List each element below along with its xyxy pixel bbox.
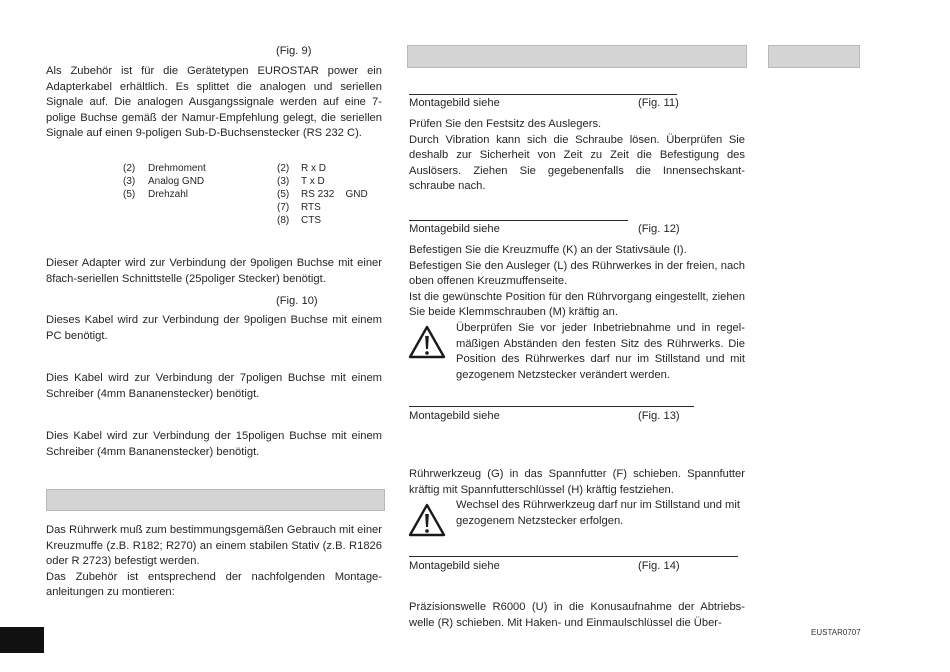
- cable-7pin-text: Dies Kabel wird zur Verbindung der 7poligen Buchse mit einem Schreiber (4mm Bananenstecker) benötigt.: [46, 372, 382, 400]
- fig13-label: Montagebild siehe: [409, 410, 500, 422]
- fig13-warning-text: Wechsel des Rührwerkzeug darf nur im Stillstand und mit gezogenem Netzstecker erfolgen.: [456, 499, 740, 527]
- fig11-label: Montagebild siehe: [409, 97, 500, 109]
- section-rule: [409, 94, 677, 95]
- section-header-bar-left: [46, 489, 385, 511]
- fig14-text: Präzisionswelle R6000 (U) in die Konusaufnahme der Abtriebs-welle (R) schieben. Mit Haken- und Einmaulschlüssel die Über-: [409, 601, 745, 629]
- serial-pin-row: (7) RTS: [277, 202, 321, 213]
- cable-15pin-text: Dies Kabel wird zur Verbindung der 15poligen Buchse mit einem Schreiber (4mm Bananenstecker) benötigt.: [46, 430, 382, 458]
- serial-pin-row: (5) RS 232 GND: [277, 189, 368, 200]
- analog-pin-list: [123, 162, 263, 201]
- fig10-label: (Fig. 10): [276, 295, 318, 307]
- section-rule: [409, 406, 694, 407]
- fig9-label: (Fig. 9): [276, 45, 312, 57]
- warning-triangle-icon: [408, 503, 446, 537]
- fig11-ref: (Fig. 11): [638, 97, 679, 109]
- fig12-text: Befestigen Sie die Kreuzmuffe (K) an der Stativsäule (I). Befestigen Sie den Ausleger (L) des Rührwerkes in der freien, nach oben offenen Kreuzmuffenseite. Ist die gewünschte Position für den Rührvorgang eingestellt, ziehen Sie beide Klemmschrauben (M) kräftig an.: [409, 244, 745, 318]
- section-rule: [409, 220, 628, 221]
- fig11-text: Prüfen Sie den Festsitz des Auslegers. Durch Vibration kann sich die Schraube lösen. Überprüfen Sie deshalb zur Sicherheit von Zeit zu Zeit die Befestigung des Auslösers. Ziehen Sie gegebenenfalls die Innensechskant-schraube nach.: [409, 118, 745, 192]
- fig13-ref: (Fig. 13): [638, 410, 680, 422]
- fig12-warning-text: Überprüfen Sie vor jeder Inbetriebnahme und in regel-mäßigen Abständen den festen Sitz des Rührwerks. Die Position des Rührwerkes darf nur im Stillstand und mit gezogenem Netzstecker verändert werden.: [456, 322, 745, 381]
- warning-triangle-icon: [408, 325, 446, 359]
- chapter-tab: [768, 45, 860, 68]
- document-code: EUSTAR0707: [811, 628, 861, 637]
- adapter-cable-intro: Als Zubehör ist für die Gerätetypen EUROSTAR power ein Adapterkabel erhältlich. Es splittet die analogen und seriellen Signale auf. Die analogen Ausgangssignale werden auf eine 7-polige Buchse gemäß der Namur-Empfehlung gelegt, die seriellen Signale auf einen 9-poligen Sub-D-Buchsenstecker (RS 232 C).: [46, 65, 382, 139]
- analog-pin-row: (2) Drehmoment: [123, 163, 206, 174]
- fig14-label: Montagebild siehe: [409, 560, 500, 572]
- analog-pin-row: (3) Analog GND: [123, 176, 205, 187]
- serial-pin-row: (3) T x D: [277, 176, 325, 187]
- page-corner-mark: [0, 627, 44, 653]
- serial-pin-list: [277, 162, 387, 227]
- serial-pin-row: (2) R x D: [277, 163, 326, 174]
- fig14-ref: (Fig. 14): [638, 560, 680, 572]
- adapter-text: Dieser Adapter wird zur Verbindung der 9poligen Buchse mit einer 8fach-seriellen Schnittstelle (25poliger Stecker) benötigt.: [46, 257, 382, 285]
- serial-pin-row: (8) CTS: [277, 215, 321, 226]
- fig12-ref: (Fig. 12): [638, 223, 680, 235]
- section-rule: [409, 556, 738, 557]
- fig12-label: Montagebild siehe: [409, 223, 500, 235]
- analog-pin-row: (5) Drehzahl: [123, 189, 189, 200]
- section-header-bar-right: [407, 45, 747, 68]
- pc-cable-text: Dieses Kabel wird zur Verbindung der 9poligen Buchse mit einem PC benötigt.: [46, 314, 382, 342]
- fig13-text: Rührwerkzeug (G) in das Spannfutter (F) schieben. Spannfutter kräftig mit Spannfutterschlüssel (H) kräftig festziehen.: [409, 468, 745, 496]
- mounting-intro-text: Das Rührwerk muß zum bestimmungsgemäßen Gebrauch mit einer Kreuzmuffe (z.B. R182; R270) an einem stabilen Stativ (z.B. R1826 oder R 2723) befestigt werden. Das Zubehör ist entsprechend der nachfolgenden Montage-anleitungen zu montieren:: [46, 524, 382, 598]
